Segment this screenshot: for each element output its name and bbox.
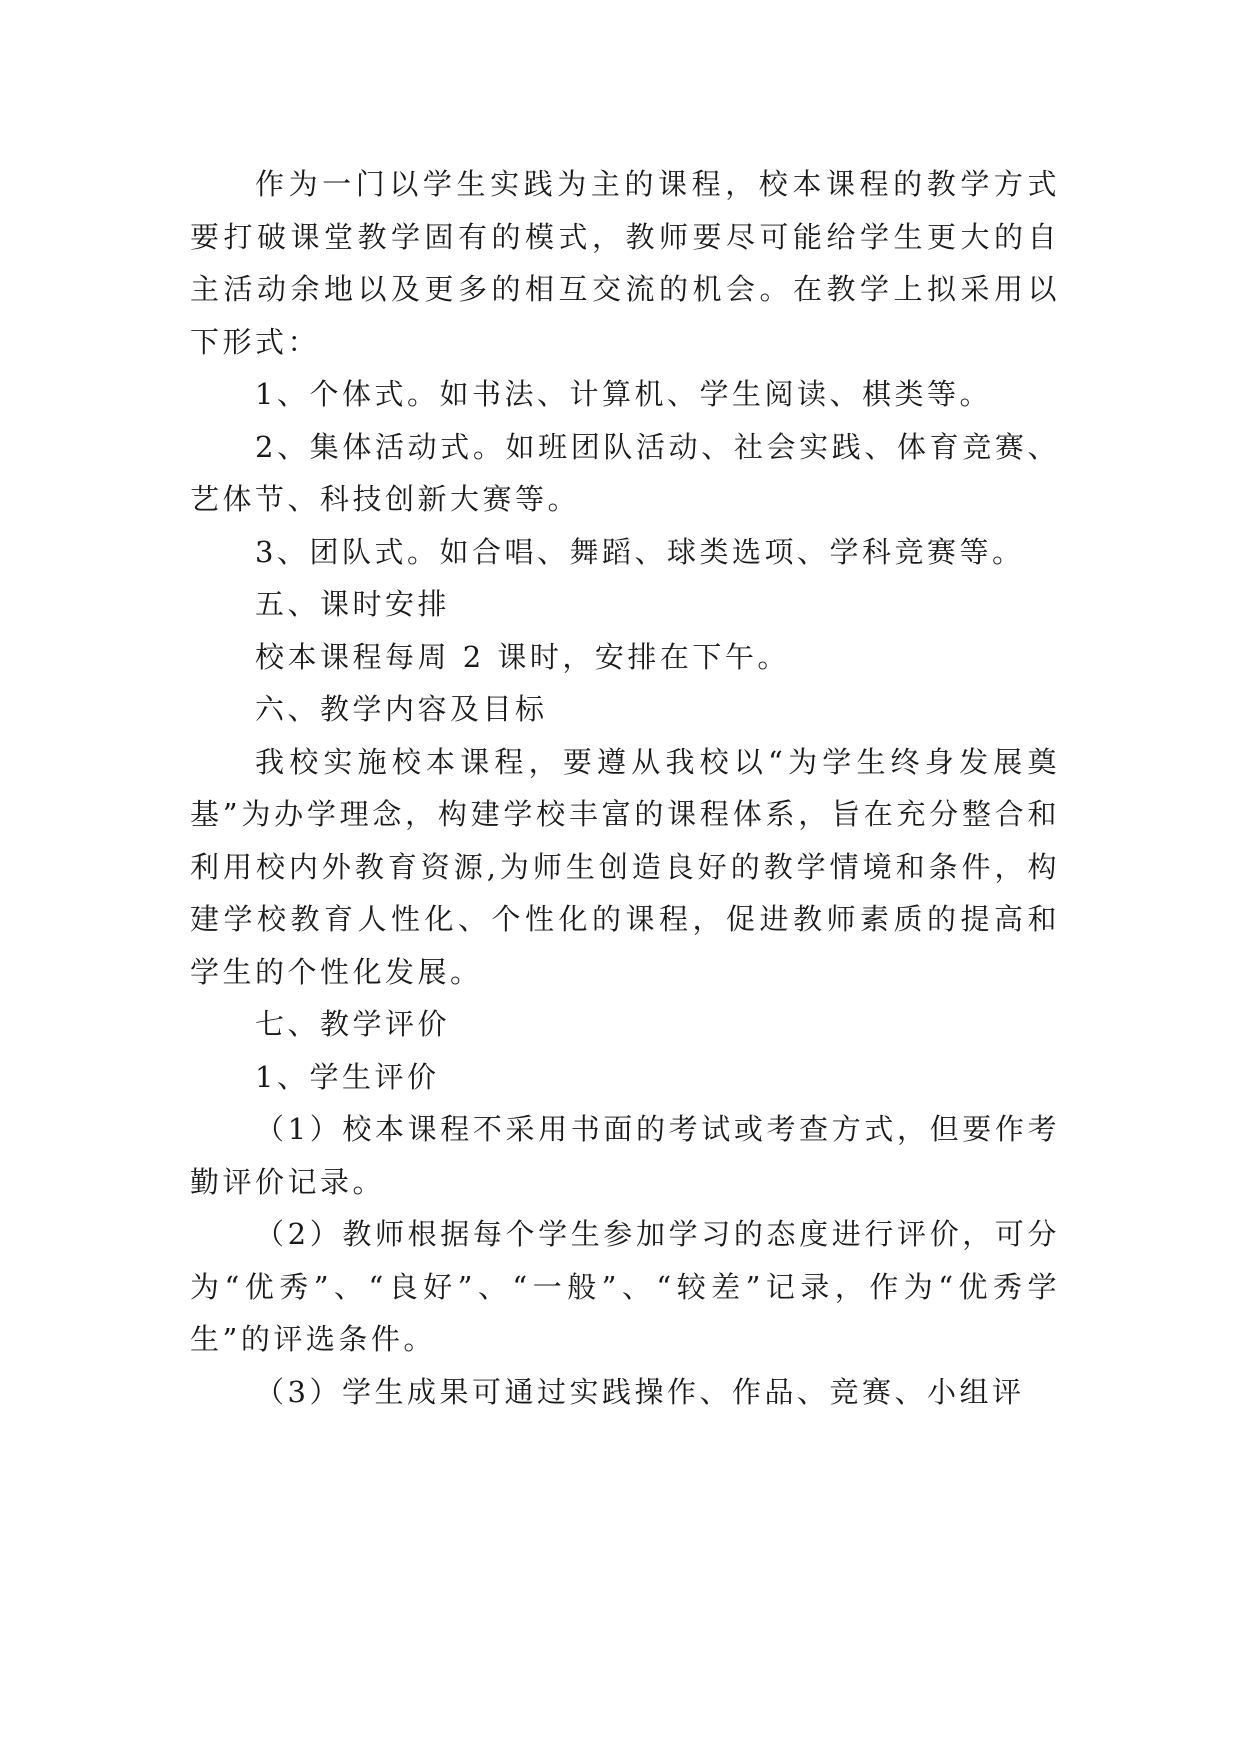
section-heading-content-goals: 六、教学内容及目标 [255, 692, 548, 726]
document-body [190, 158, 1060, 1418]
list-item-evaluation-2: （2）教师根据每个学生参加学习的态度进行评价，可分为“优秀”、“良好”、“一般”、“较差”记录，作为“优秀学生”的评选条件。 [190, 1217, 1060, 1356]
paragraph-content-goals: 我校实施校本课程，要遵从我校以“为学生终身发展奠基”为办学理念，构建学校丰富的课程体系，旨在充分整合和利用校内外教育资源,为师生创造良好的教学情境和条件，构建学校教育人性化、个性化的课程，促进教师素质的提高和学生的个性化发展。 [190, 744, 1060, 989]
section-heading-evaluation: 七、教学评价 [255, 1007, 451, 1041]
subheading-student-evaluation: 1、学生评价 [255, 1059, 440, 1094]
list-item-evaluation-3: （3）学生成果可通过实践操作、作品、竞赛、小组评 [255, 1374, 1025, 1409]
list-item-evaluation-1: （1）校本课程不采用书面的考试或考查方式，但要作考勤评价记录。 [190, 1112, 1060, 1199]
list-item-individual: 1、个体式。如书法、计算机、学生阅读、棋类等。 [255, 377, 992, 411]
list-item-collective: 2、集体活动式。如班团队活动、社会实践、体育竞赛、艺体节、科技创新大赛等。 [190, 429, 1060, 516]
section-heading-schedule: 五、课时安排 [255, 587, 451, 621]
paragraph-teaching-method: 作为一门以学生实践为主的课程，校本课程的教学方式要打破课堂教学固有的模式，教师要尽可能给学生更大的自主活动余地以及更多的相互交流的机会。在教学上拟采用以下形式： [190, 167, 1060, 359]
list-item-team: 3、团队式。如合唱、舞蹈、球类选项、学科竞赛等。 [255, 534, 1025, 569]
paragraph-schedule: 校本课程每周 2 课时，安排在下午。 [255, 639, 790, 674]
